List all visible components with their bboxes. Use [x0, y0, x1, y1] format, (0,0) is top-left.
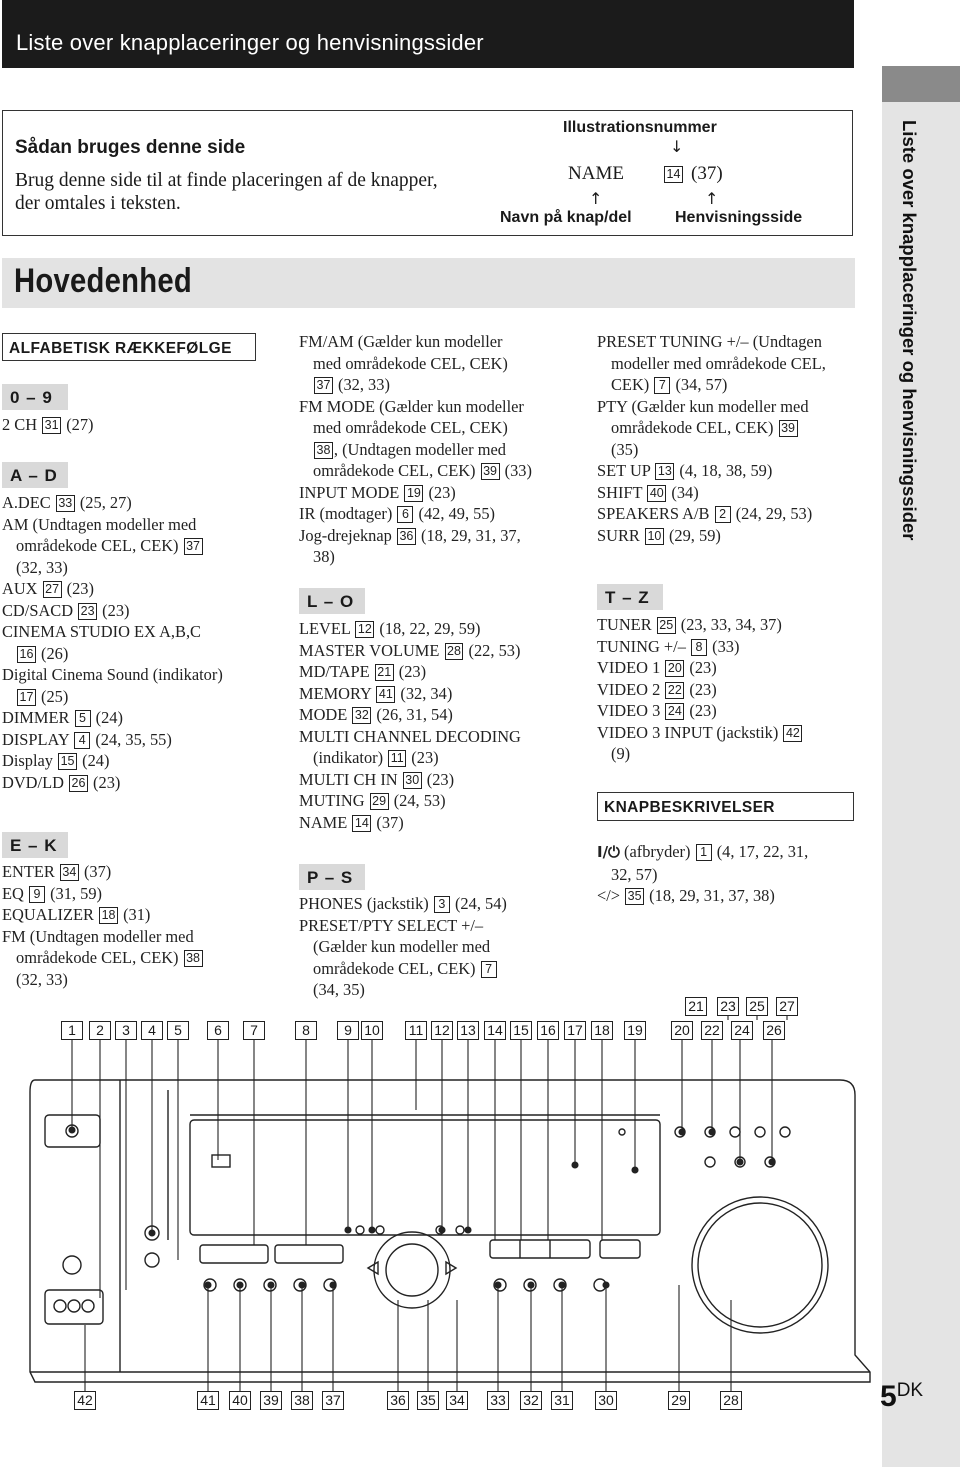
entry-text: TUNING +/– [597, 636, 686, 656]
entry-2ch [2, 414, 94, 436]
callout-top-15: 15 [510, 1021, 532, 1040]
entry-ref: (32, 33) [338, 375, 390, 394]
callout-top-9: 9 [337, 1021, 359, 1040]
number-box: 37 [184, 538, 203, 555]
entry-ref: (18, 29, 31, 37, 38) [649, 886, 775, 905]
entry-ref: (24, 53) [393, 791, 446, 810]
entry-text: VIDEO 2 [597, 679, 661, 699]
entry-text: DVD/LD [2, 772, 64, 792]
entry-ref: (23) [398, 662, 427, 681]
callout-top-18: 18 [591, 1021, 613, 1040]
power-icon: I/⏻ [597, 843, 620, 861]
howto-text [15, 169, 485, 215]
entry-text: VIDEO 3 INPUT (jackstik) [597, 722, 779, 742]
knap-heading: KNAPBESKRIVELSER [597, 792, 854, 821]
entry-text: FM (Undtagen modeller med [2, 926, 194, 946]
howto-title: Sådan bruges denne side [15, 137, 246, 158]
page-number [880, 1380, 923, 1414]
entry-text: 2 CH [2, 415, 38, 434]
number-box: 20 [665, 660, 684, 677]
entry-ref: (23) [66, 579, 94, 598]
callout-top-11: 11 [405, 1021, 427, 1040]
heading-l-o: L – O [299, 588, 365, 614]
entry-text: VIDEO 1 [597, 658, 661, 677]
entry-ref: (34) [671, 482, 699, 502]
entries-l-o [299, 618, 521, 833]
number-box: 29 [370, 793, 389, 810]
number-box: 42 [783, 725, 802, 742]
number-box: 40 [647, 485, 666, 502]
entry-ref: (32, 33) [16, 969, 68, 989]
alpha-heading: ALFABETISK RÆKKEFØLGE [2, 333, 256, 361]
entry-ref: (25, 27) [79, 493, 132, 512]
illustration-number-label: Illustrationsnummer [563, 119, 717, 136]
heading-p-s: P – S [299, 864, 365, 890]
callout-top-10: 10 [361, 1021, 383, 1040]
entry-ref: (18, 29, 31, 37, [420, 525, 521, 545]
entry-ref: (24, 35, 55) [95, 729, 172, 749]
callout-top-16: 16 [537, 1021, 559, 1040]
entry-text: TUNER [597, 615, 652, 634]
entry-ref: 32, 57) [611, 864, 658, 884]
entries-e-k [2, 861, 204, 990]
entry-text: VIDEO 3 [597, 701, 661, 720]
entry-text: Jog-drejeknap [299, 525, 392, 545]
entry-ref: (37) [376, 812, 404, 832]
entries-p-s [299, 893, 507, 1001]
number-box: 25 [657, 617, 676, 634]
side-tab-marker [882, 66, 960, 102]
number-box: 35 [625, 888, 644, 905]
entry-ref: (4, 18, 38, 59) [679, 461, 773, 480]
entry-text: A.DEC [2, 493, 51, 512]
entry-text: (Gælder kun modeller med [313, 937, 491, 956]
callout-bottom-37: 37 [322, 1391, 344, 1410]
callout-bottom-33: 33 [487, 1391, 509, 1410]
number-box: 17 [17, 689, 36, 706]
number-box: 14 [352, 815, 371, 832]
number-box: 16 [17, 646, 36, 663]
entry-ref: (23) [689, 658, 717, 677]
entry-text: med områdekode CEL, CEK) [313, 418, 508, 437]
number-box: 27 [43, 581, 62, 598]
callout-top-17: 17 [564, 1021, 586, 1040]
number-box: 13 [655, 463, 674, 480]
callout-bottom-35: 35 [417, 1391, 439, 1410]
number-box: 18 [99, 907, 118, 924]
entry-ref: (24, 29, 53) [735, 504, 813, 523]
number-box: 5 [75, 710, 91, 727]
reference-page-label: Henvisningsside [675, 209, 803, 226]
number-box: 31 [42, 417, 61, 434]
number-box: 23 [78, 603, 97, 620]
entry-text: DIMMER [2, 708, 70, 727]
number-box: 37 [314, 377, 333, 394]
callout-top-5: 5 [167, 1021, 189, 1040]
number-box: 38 [314, 442, 333, 459]
callout-bottom-32: 32 [520, 1391, 542, 1410]
entry-text: PTY (Gælder kun modeller med [597, 396, 809, 416]
callout-top-19: 19 [624, 1021, 646, 1040]
callout-bottom-42: 42 [74, 1391, 96, 1410]
heading-t-z: T – Z [597, 584, 663, 610]
callout-top-8: 8 [295, 1021, 317, 1040]
callout-top-26: 26 [763, 1021, 785, 1040]
entry-text: , (Undtagen modeller med [333, 439, 506, 459]
example-number-box: 14 [664, 166, 683, 183]
entry-ref: (23) [428, 482, 456, 502]
callout-top-upper-21: 21 [685, 997, 707, 1016]
callout-bottom-28: 28 [720, 1391, 742, 1410]
entry-text: PRESET/PTY SELECT +/– [299, 915, 484, 935]
entry-ref: (29, 59) [668, 525, 721, 545]
callout-bottom-30: 30 [595, 1391, 617, 1410]
entry-text: (indikator) [313, 748, 384, 767]
entry-text: FM MODE (Gælder kun modeller [299, 396, 524, 416]
number-box: 38 [184, 950, 203, 967]
entry-text: MUTING [299, 791, 365, 810]
entry-text: ENTER [2, 862, 55, 881]
entry-text: områdekode CEL, CEK) [313, 958, 476, 978]
entry-ref: (23, 33, 34, 37) [680, 615, 782, 634]
entry-text: MODE [299, 705, 348, 724]
number-box: 30 [403, 772, 422, 789]
entry-text: MD/TAPE [299, 662, 370, 681]
entry-ref: (23) [689, 701, 717, 720]
page-number-value: 5 [880, 1380, 897, 1413]
page-number-suffix: DK [896, 1380, 924, 1401]
side-top-white [882, 0, 960, 66]
entry-ref: (34, 57) [675, 375, 728, 394]
number-box: 6 [397, 506, 413, 523]
entry-text: SURR [597, 525, 640, 545]
entry-ref: (4, 17, 22, 31, [716, 842, 809, 861]
number-box: 33 [56, 495, 75, 512]
number-box: 3 [434, 896, 450, 913]
entry-ref: (18, 22, 29, 59) [379, 619, 481, 638]
number-box: 15 [58, 753, 77, 770]
entries-t-z [597, 614, 803, 765]
entry-text: IR (modtager) [299, 504, 393, 523]
callout-top-7: 7 [243, 1021, 265, 1040]
callout-bottom-31: 31 [551, 1391, 573, 1410]
section-title: Hovedenhed [14, 262, 193, 300]
callout-bottom-41: 41 [197, 1391, 219, 1410]
entries-col2-top [299, 331, 532, 568]
entry-text: Display [2, 751, 53, 770]
number-box: 36 [397, 528, 416, 545]
howto-line-1: Brug denne side til at finde placeringen af de knapper, [15, 170, 438, 191]
number-box: 4 [74, 732, 90, 749]
side-tab-label: Liste over knapplaceringer og henvisningssider [899, 120, 920, 541]
entry-ref: (32, 33) [16, 557, 68, 577]
entry-text: LEVEL [299, 619, 351, 638]
entry-text: SPEAKERS A/B [597, 504, 710, 523]
entries-col3-top [597, 331, 826, 546]
number-box: 7 [654, 377, 670, 394]
number-box: 28 [445, 643, 464, 660]
callout-top-upper-25: 25 [746, 997, 768, 1016]
entry-ref: (35) [611, 439, 639, 459]
callout-top-12: 12 [431, 1021, 453, 1040]
entry-ref: (22, 53) [468, 640, 521, 660]
number-box: 39 [481, 463, 500, 480]
entry-text: områdekode CEL, CEK) [313, 461, 476, 480]
callout-bottom-36: 36 [387, 1391, 409, 1410]
entry-ref: (24) [95, 708, 123, 727]
callout-top-22: 22 [701, 1021, 723, 1040]
howto-line-2: der omtales i teksten. [15, 193, 181, 214]
entry-ref: (31) [123, 905, 151, 924]
entries-a-d [2, 492, 223, 793]
callout-bottom-40: 40 [229, 1391, 251, 1410]
callout-top-upper-27: 27 [776, 997, 798, 1016]
number-box: 8 [691, 639, 707, 656]
entry-text: AM (Undtagen modeller med [2, 514, 197, 534]
entry-text: MULTI CHANNEL DECODING [299, 726, 521, 746]
receiver-front-panel-drawing [0, 1000, 880, 1440]
entry-ref: (24) [82, 751, 110, 770]
number-box: 1 [696, 844, 712, 861]
number-box: 41 [376, 686, 395, 703]
heading-0-9: 0 – 9 [2, 384, 68, 410]
entry-ref: (24, 54) [454, 894, 507, 913]
number-box: 39 [779, 420, 798, 437]
entry-text: MEMORY [299, 683, 372, 703]
entry-ref: (37) [83, 862, 112, 881]
page-header-title: Liste over knapplaceringer og henvisningssider [16, 30, 484, 55]
number-box: 12 [355, 621, 374, 638]
callout-bottom-29: 29 [668, 1391, 690, 1410]
number-box: 2 [715, 506, 731, 523]
entry-text: NAME [299, 812, 348, 832]
entry-text: områdekode CEL, CEK) [611, 418, 774, 437]
callout-bottom-38: 38 [291, 1391, 313, 1410]
callout-top-24: 24 [731, 1021, 753, 1040]
entries-knap [597, 841, 808, 907]
entry-text: PHONES (jackstik) [299, 894, 429, 913]
number-box: 19 [404, 485, 423, 502]
number-box: 7 [481, 961, 497, 978]
entry-ref: (9) [611, 744, 631, 763]
number-box: 24 [665, 703, 684, 720]
callout-top-6: 6 [207, 1021, 229, 1040]
entry-text: MASTER VOLUME [299, 640, 440, 660]
example-button-number [663, 163, 684, 185]
example-ref: (37) [691, 163, 723, 184]
button-name-label: Navn på knap/del [500, 209, 632, 226]
section-title-bar [2, 258, 855, 308]
entry-text: områdekode CEL, CEK) [16, 536, 179, 555]
callout-top-2: 2 [89, 1021, 111, 1040]
entry-text: MULTI CH IN [299, 769, 398, 789]
entry-text: AUX [2, 579, 38, 598]
entry-ref: (25) [41, 686, 69, 706]
entry-ref: (26) [41, 643, 69, 663]
entry-text: EQUALIZER [2, 905, 94, 924]
callout-top-3: 3 [115, 1021, 137, 1040]
number-box: 32 [352, 707, 371, 724]
howto-box [2, 110, 853, 236]
entry-ref: (23) [411, 748, 439, 767]
number-box: 26 [69, 775, 88, 792]
callout-bottom-34: 34 [446, 1391, 468, 1410]
callout-top-14: 14 [484, 1021, 506, 1040]
entry-ref: 38) [313, 547, 335, 566]
entry-text: PRESET TUNING +/– (Undtagen [597, 332, 822, 351]
arrow-down-icon: ↓ [670, 137, 684, 156]
entry-text: CD/SACD [2, 600, 74, 620]
entry-ref: (26, 31, 54) [376, 705, 453, 724]
entry-ref: (27) [66, 415, 94, 434]
number-box: 10 [645, 528, 664, 545]
entry-text: DISPLAY [2, 729, 70, 749]
heading-a-d: A – D [2, 462, 68, 488]
entry-ref: (23) [93, 772, 121, 792]
jog-arrows-icon: </> [597, 886, 621, 905]
entry-text: SET UP [597, 461, 651, 480]
entry-ref: (23) [426, 769, 455, 789]
arrow-up-icon: ↑ [705, 189, 719, 208]
entry-ref: (31, 59) [50, 883, 102, 903]
page-header [2, 0, 854, 68]
entry-text: CEK) [611, 375, 650, 394]
entry-text: (afbryder) [624, 842, 691, 861]
number-box: 21 [375, 664, 394, 681]
number-box: 9 [29, 886, 45, 903]
callout-top-20: 20 [671, 1021, 693, 1040]
entry-text: Digital Cinema Sound (indikator) [2, 665, 223, 684]
entry-ref: (33) [712, 636, 740, 656]
arrow-up-icon: ↑ [589, 189, 603, 208]
callout-top-13: 13 [457, 1021, 479, 1040]
callout-bottom-39: 39 [260, 1391, 282, 1410]
callout-top-4: 4 [141, 1021, 163, 1040]
entry-text: med områdekode CEL, CEK) [313, 353, 508, 373]
callout-top-upper-23: 23 [717, 997, 739, 1016]
entry-text: områdekode CEL, CEK) [16, 948, 179, 967]
example-name: NAME [568, 163, 624, 184]
entry-text: FM/AM (Gælder kun modeller [299, 332, 503, 351]
entry-text: CINEMA STUDIO EX A,B,C [2, 622, 201, 641]
callout-top-1: 1 [61, 1021, 83, 1040]
entry-text: INPUT MODE [299, 482, 400, 502]
heading-e-k: E – K [2, 832, 68, 858]
number-box: 34 [60, 864, 79, 881]
number-box: 11 [388, 750, 406, 767]
number-box: 22 [665, 682, 684, 699]
entry-ref: (23) [689, 679, 717, 699]
entry-text: SHIFT [597, 482, 643, 502]
entry-ref: (34, 35) [313, 980, 365, 999]
entry-ref: (23) [102, 600, 130, 620]
entry-ref: (33) [504, 461, 532, 480]
entry-ref: (32, 34) [400, 683, 453, 703]
entry-text: modeller med områdekode CEL, [611, 353, 826, 373]
entry-ref: (42, 49, 55) [418, 504, 496, 523]
entry-text: EQ [2, 883, 24, 903]
